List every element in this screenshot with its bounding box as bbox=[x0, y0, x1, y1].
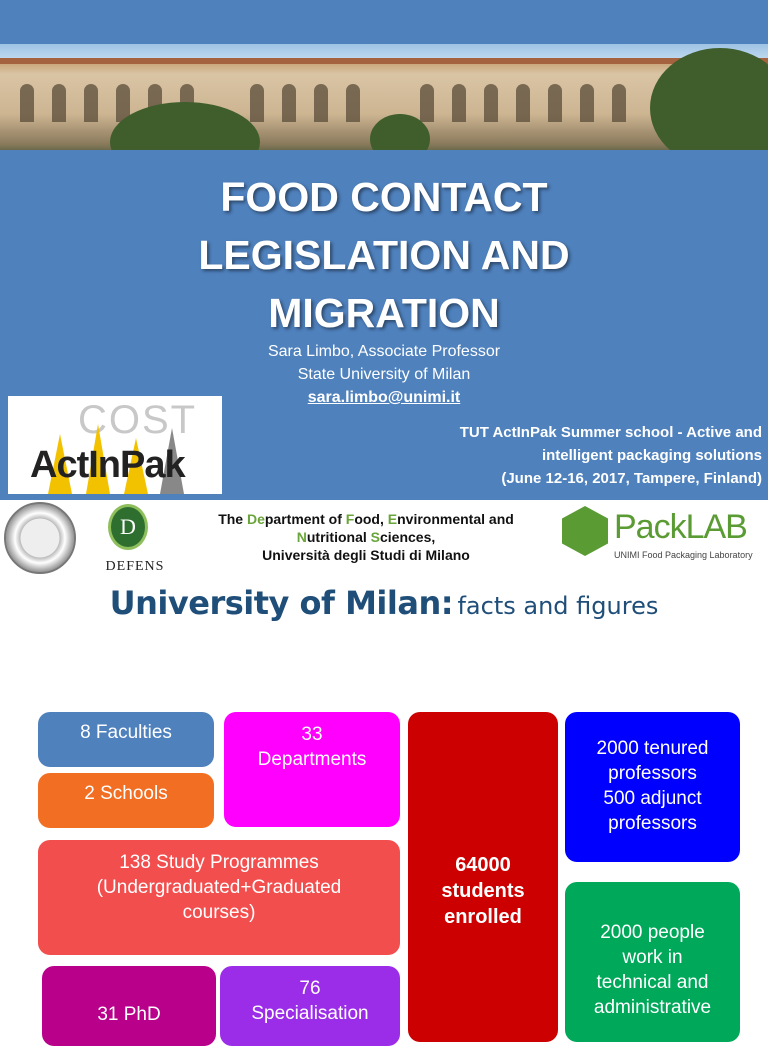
specialisation-box bbox=[220, 966, 400, 1046]
box-text: students bbox=[441, 880, 525, 902]
box-text: professors bbox=[608, 763, 697, 784]
box-text: 8 Faculties bbox=[80, 722, 172, 743]
defens-logo-mark: D bbox=[108, 504, 148, 550]
box-text: courses) bbox=[182, 902, 256, 923]
dept-text: The bbox=[218, 511, 247, 527]
author-name: Sara Limbo, Associate Professor bbox=[267, 343, 501, 360]
dept-text: ciences, bbox=[379, 529, 436, 545]
facts-heading-sub: facts and figures bbox=[457, 592, 659, 620]
dept-text: nvironmental and bbox=[397, 511, 514, 527]
box-text: administrative bbox=[593, 997, 712, 1018]
cost-actinpak-logo bbox=[8, 396, 222, 494]
box-text: (Undergraduated+Graduated bbox=[96, 877, 342, 898]
event-line-2: intelligent packaging solutions bbox=[541, 447, 762, 464]
author-university: State University of Milan bbox=[297, 366, 471, 383]
packlab-logo-mark bbox=[562, 506, 608, 556]
title-line-3: MIGRATION bbox=[268, 290, 500, 336]
faculties-box bbox=[38, 712, 214, 767]
department-name bbox=[196, 510, 536, 564]
title-line-1: FOOD CONTACT bbox=[220, 174, 548, 220]
dept-initial: E bbox=[387, 511, 398, 527]
professors-box bbox=[565, 712, 740, 862]
logos-band bbox=[0, 500, 768, 576]
students-box bbox=[408, 712, 558, 1042]
schools-box bbox=[38, 773, 214, 828]
packlab-logo-subtitle: UNIMI Food Packaging Laboratory bbox=[614, 550, 753, 560]
box-text: 33 bbox=[301, 724, 323, 745]
phd-box bbox=[42, 966, 216, 1046]
building-photo bbox=[0, 44, 768, 150]
box-text: Specialisation bbox=[251, 1003, 369, 1024]
box-text: 500 adjunct bbox=[603, 788, 702, 809]
event-line-1: TUT ActInPak Summer school - Active and bbox=[459, 424, 762, 441]
dept-university: Università degli Studi di Milano bbox=[262, 547, 470, 563]
actinpak-logo-text: ActInPak bbox=[30, 444, 185, 486]
box-text: enrolled bbox=[444, 906, 522, 928]
email-link[interactable]: sara.limbo@unimi.it bbox=[307, 389, 461, 406]
title-line-2: LEGISLATION AND bbox=[198, 232, 570, 278]
dept-text: partment of bbox=[264, 511, 346, 527]
dept-text: utritional bbox=[306, 529, 371, 545]
defens-logo-text: DEFENS bbox=[105, 559, 165, 574]
box-text: technical and bbox=[596, 972, 709, 993]
box-text: 2000 people bbox=[600, 922, 705, 943]
box-text: 31 PhD bbox=[97, 1004, 161, 1025]
title-slide bbox=[0, 0, 768, 500]
facts-heading-main: University of Milan: bbox=[109, 584, 454, 622]
staff-box bbox=[565, 882, 740, 1042]
box-text: 2 Schools bbox=[84, 783, 168, 804]
study-programmes-box bbox=[38, 840, 400, 955]
dept-initial: S bbox=[370, 529, 380, 545]
packlab-logo-text: PackLAB bbox=[614, 508, 747, 546]
box-text: professors bbox=[608, 813, 697, 834]
dept-text: ood, bbox=[354, 511, 388, 527]
box-text: 76 bbox=[299, 978, 321, 999]
cost-logo-text: COST bbox=[78, 398, 198, 442]
departments-box bbox=[224, 712, 400, 827]
slide-title bbox=[0, 168, 768, 342]
box-text: 138 Study Programmes bbox=[119, 852, 319, 873]
event-line-3: (June 12-16, 2017, Tampere, Finland) bbox=[501, 470, 762, 487]
event-info bbox=[380, 421, 762, 490]
university-seal-logo bbox=[4, 502, 76, 574]
box-text: 2000 tenured bbox=[596, 738, 709, 759]
dept-initial: N bbox=[296, 529, 307, 545]
dept-initial: De bbox=[246, 511, 265, 527]
facts-heading bbox=[0, 584, 768, 622]
dept-initial: F bbox=[345, 511, 355, 527]
box-text: work in bbox=[622, 947, 683, 968]
box-text: Departments bbox=[257, 749, 367, 770]
box-text: 64000 bbox=[455, 854, 511, 876]
